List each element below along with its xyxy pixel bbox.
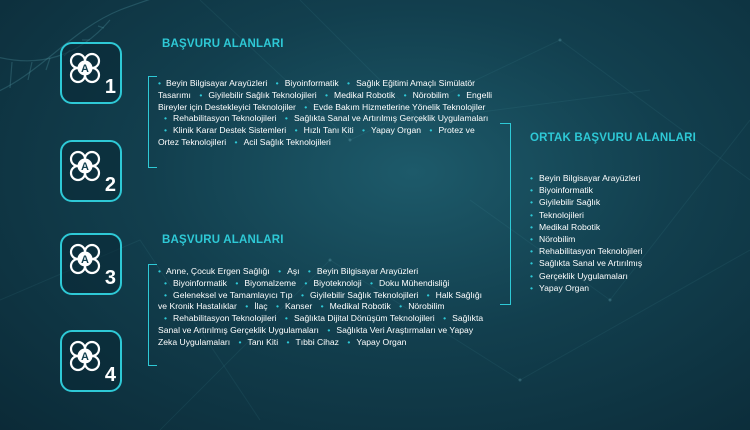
- list-item: Halk Sağlığı ve Kronik Hastalıklar: [158, 289, 483, 312]
- list-item: Giyilebilir Sağlık Teknolojileri: [208, 89, 317, 100]
- bullet: •: [294, 125, 298, 136]
- list-item: Rehabilitasyon Teknolojileri: [173, 313, 277, 324]
- svg-text:A: A: [81, 161, 89, 173]
- bullet: •: [530, 173, 534, 183]
- list-item-label: Yapay Organ: [539, 282, 590, 293]
- bullet: •: [304, 277, 308, 288]
- category-badge-1: [60, 42, 122, 104]
- list-item: Giyilebilir Sağlık Teknolojileri: [310, 289, 419, 300]
- bullet: •: [530, 282, 534, 293]
- list-item: [530, 172, 643, 184]
- list-item: Tıbbi Cihaz: [295, 336, 339, 347]
- bullet: •: [284, 313, 288, 324]
- bullet: •: [399, 301, 403, 312]
- list-item: Protez ve Ortez Teknolojileri: [158, 125, 475, 147]
- list-item: Sağlıkta Sanal ve Artırılmış Gerçeklik Uygulamaları: [293, 113, 489, 124]
- list-item: Rehabilitasyon Teknolojileri: [173, 113, 277, 124]
- bullet: •: [158, 266, 162, 276]
- bullet: •: [530, 197, 534, 208]
- list-item: [530, 196, 643, 208]
- list-item-label: Teknolojileri: [539, 209, 584, 220]
- list-item-label: Biyoinformatik: [539, 185, 593, 196]
- bullet: •: [307, 266, 311, 276]
- list-item: Biyoteknoloji: [313, 277, 362, 288]
- bullet: •: [300, 289, 304, 300]
- badge-number: 3: [104, 267, 116, 289]
- bullet: •: [443, 313, 447, 324]
- bullet: •: [530, 209, 534, 220]
- bullet: •: [164, 277, 168, 288]
- list-item: Tanı Kiti: [247, 336, 279, 347]
- bullet: •: [286, 336, 290, 347]
- list-item: Yapay Organ: [371, 125, 422, 136]
- common-bracket: [500, 123, 511, 305]
- list-item: Yapay Organ: [356, 336, 407, 347]
- list-item: [530, 282, 643, 294]
- bullet: •: [327, 324, 331, 335]
- bullet: •: [199, 89, 203, 100]
- badge-number: 2: [104, 174, 116, 196]
- bullet: •: [238, 336, 242, 347]
- list-item: [530, 257, 643, 269]
- list-item: Aşı: [287, 266, 300, 276]
- common-title: ORTAK BAŞVURU ALANLARI: [530, 132, 697, 144]
- list-item: Kanser: [285, 301, 313, 312]
- list-item: Geleneksel ve Tamamlayıcı Tıp: [173, 289, 293, 300]
- list-item: Medikal Robotik: [334, 89, 396, 100]
- svg-text:A: A: [81, 63, 89, 75]
- list-item: Biyomalzeme: [244, 277, 296, 288]
- list-item: Klinik Karar Destek Sistemleri: [173, 125, 287, 136]
- bullet: •: [530, 270, 534, 281]
- badge-number: 4: [104, 364, 116, 386]
- category-badge-4: [60, 330, 122, 392]
- list-item-label: Giyilebilir Sağlık: [539, 197, 601, 208]
- list-item: Engelli Bireyler için Destekleyici Teknolojiler: [158, 89, 493, 112]
- list-item-label: Medikal Robotik: [539, 221, 601, 232]
- list-item: Hızlı Tanı Kiti: [303, 125, 354, 136]
- group-2-title: BAŞVURU ALANLARI: [162, 234, 284, 246]
- list-item: Beyin Bilgisayar Arayüzleri: [316, 266, 419, 276]
- list-item: Medikal Robotik: [329, 301, 391, 312]
- bullet: •: [278, 266, 282, 276]
- list-item: Sağlıkta Sanal ve Artırılmış Gerçeklik Uygulamaları: [158, 313, 484, 335]
- bullet: •: [403, 89, 407, 100]
- category-badge-3: [60, 233, 122, 295]
- list-item: Doku Mühendisliği: [379, 277, 450, 288]
- group-1-bracket: [148, 76, 157, 168]
- list-item: Sağlıkta Dijital Dönüşüm Teknolojileri: [293, 313, 435, 324]
- list-item-label: Nörobilim: [539, 234, 576, 245]
- list-item: Sağlıkta Veri Araştırmaları ve Yapay Zeka Uygulamaları: [158, 324, 474, 347]
- bullet: •: [320, 301, 324, 312]
- list-item: Biyoinformatik: [173, 277, 227, 288]
- atom-flower-logo-icon: [65, 48, 105, 88]
- list-item-label: Gerçeklik Uygulamaları: [539, 270, 628, 281]
- bullet: •: [347, 336, 351, 347]
- bullet: •: [284, 113, 288, 124]
- list-item: Anne, Çocuk Ergen Sağlığı: [166, 266, 270, 276]
- bullet: •: [530, 185, 534, 196]
- bullet: •: [164, 289, 168, 300]
- atom-flower-logo-icon: [65, 146, 105, 186]
- bullet: •: [275, 301, 279, 312]
- category-badge-2: [60, 140, 122, 202]
- group-2-bracket: [148, 264, 157, 366]
- list-item: [530, 245, 643, 257]
- bullet: •: [325, 89, 329, 100]
- bullet: •: [530, 234, 534, 245]
- group-1-list: [158, 78, 498, 149]
- group-2-list: [158, 266, 488, 349]
- list-item: Sağlık Eğitimi Amaçlı Simülatör Tasarımı: [158, 78, 475, 100]
- bullet: •: [457, 89, 461, 100]
- atom-flower-logo-icon: [65, 336, 105, 376]
- list-item-label: Beyin Bilgisayar Arayüzleri: [539, 173, 641, 183]
- list-item: Acil Sağlık Teknolojileri: [243, 136, 331, 147]
- list-item: Nörobilim: [412, 89, 449, 100]
- list-item: Nörobilim: [408, 301, 445, 312]
- list-item: [530, 184, 643, 196]
- bullet: •: [426, 289, 430, 300]
- bullet: •: [164, 125, 168, 136]
- svg-text:A: A: [81, 254, 89, 266]
- bullet: •: [347, 78, 351, 88]
- atom-flower-logo-icon: [65, 239, 105, 279]
- bullet: •: [164, 313, 168, 324]
- list-item: Biyoinformatik: [284, 78, 339, 88]
- list-item: [530, 233, 643, 245]
- bullet: •: [245, 301, 249, 312]
- list-item-label: Rehabilitasyon Teknolojileri: [539, 246, 643, 257]
- bullet: •: [304, 101, 308, 112]
- common-list: [530, 172, 643, 294]
- bullet: •: [234, 136, 238, 147]
- list-item: İlaç: [254, 301, 268, 312]
- bullet: •: [235, 277, 239, 288]
- list-item: [530, 270, 643, 282]
- list-item-label: Sağlıkta Sanal ve Artırılmış: [539, 258, 643, 269]
- bullet: •: [370, 277, 374, 288]
- list-item: Evde Bakım Hizmetlerine Yönelik Teknolojiler: [313, 101, 486, 112]
- bullet: •: [530, 258, 534, 269]
- bullet: •: [158, 78, 162, 88]
- badge-number: 1: [104, 76, 116, 98]
- group-1-title: BAŞVURU ALANLARI: [162, 38, 284, 50]
- bullet: •: [530, 246, 534, 257]
- bullet: •: [164, 113, 168, 124]
- bullet: •: [362, 125, 366, 136]
- svg-text:A: A: [81, 351, 89, 363]
- bullet: •: [429, 125, 433, 136]
- list-item: [530, 221, 643, 233]
- bullet: •: [275, 78, 279, 88]
- list-item: Beyin Bilgisayar Arayüzleri: [166, 78, 268, 88]
- list-item: [530, 209, 643, 221]
- bullet: •: [530, 221, 534, 232]
